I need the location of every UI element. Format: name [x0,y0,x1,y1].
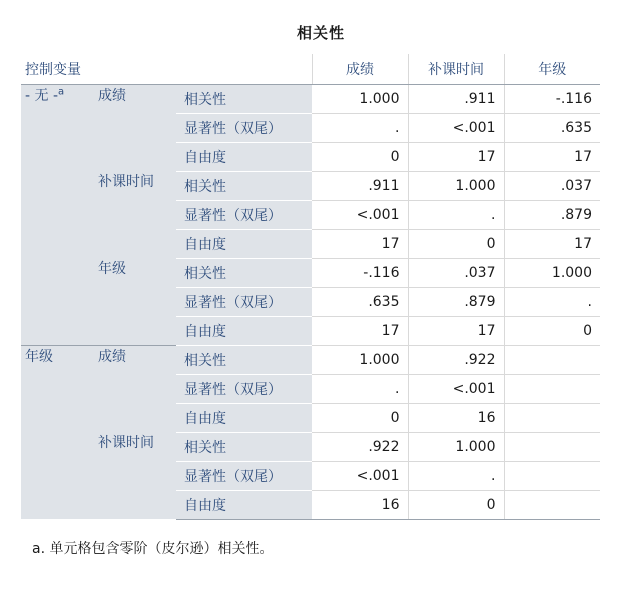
table-title: 相关性 [296,24,345,42]
value-cell: .879 [504,200,600,229]
value-cell: 17 [312,316,408,345]
value-cell: . [312,113,408,142]
statistic-label: 自由度 [176,490,312,519]
statistic-label: 相关性 [176,171,312,200]
control-variable-header: 控制变量 [21,54,312,84]
table-row [21,84,600,113]
value-cell: 17 [312,229,408,258]
control-variable-text: 年级 [25,348,53,365]
value-cell: .922 [408,345,504,374]
footnote-marker: a [58,85,65,97]
value-cell: . [504,287,600,316]
value-cell: 1.000 [312,345,408,374]
value-cell: .635 [504,113,600,142]
value-cell [504,374,600,403]
statistic-label: 相关性 [176,432,312,461]
variable-label: 补课时间 [90,171,176,258]
value-cell: <.001 [312,461,408,490]
value-cell: 16 [312,490,408,519]
value-cell: .635 [312,287,408,316]
variable-label: 补课时间 [90,432,176,519]
column-header: 年级 [504,54,600,84]
value-cell: 1.000 [504,258,600,287]
value-cell: <.001 [408,374,504,403]
column-header: 成绩 [312,54,408,84]
correlation-table [21,54,600,520]
statistic-label: 显著性（双尾） [176,113,312,142]
value-cell: -.116 [312,258,408,287]
value-cell: 16 [408,403,504,432]
value-cell [504,432,600,461]
value-cell: .922 [312,432,408,461]
value-cell: . [312,374,408,403]
value-cell [504,403,600,432]
value-cell: 0 [504,316,600,345]
table-row [21,171,600,200]
statistic-label: 自由度 [176,229,312,258]
value-cell [504,461,600,490]
statistic-label: 自由度 [176,142,312,171]
value-cell: 1.000 [408,432,504,461]
value-cell: 0 [408,490,504,519]
value-cell: 1.000 [312,84,408,113]
control-variable-label [21,84,90,345]
value-cell: 17 [408,142,504,171]
value-cell: -.116 [504,84,600,113]
value-cell [504,490,600,519]
control-variable-text: - 无 - [25,87,59,104]
statistic-label: 相关性 [176,345,312,374]
value-cell: <.001 [312,200,408,229]
value-cell: .911 [312,171,408,200]
table-row [21,345,600,374]
value-cell: 0 [408,229,504,258]
value-cell: .911 [408,84,504,113]
value-cell: . [408,200,504,229]
statistic-label: 自由度 [176,316,312,345]
value-cell: .037 [504,171,600,200]
value-cell: .037 [408,258,504,287]
footnote: a. 单元格包含零阶（皮尔逊）相关性。 [32,541,274,557]
table-row [21,432,600,461]
variable-label: 成绩 [90,84,176,171]
statistic-label: 显著性（双尾） [176,461,312,490]
value-cell: 0 [312,142,408,171]
statistic-label: 显著性（双尾） [176,200,312,229]
value-cell: <.001 [408,113,504,142]
header-row [21,54,600,84]
value-cell: 17 [504,142,600,171]
statistic-label: 显著性（双尾） [176,287,312,316]
table-row [21,258,600,287]
value-cell: . [408,461,504,490]
statistic-label: 相关性 [176,84,312,113]
statistic-label: 自由度 [176,403,312,432]
statistic-label: 相关性 [176,258,312,287]
variable-label: 成绩 [90,345,176,432]
column-header: 补课时间 [408,54,504,84]
value-cell: .879 [408,287,504,316]
statistic-label: 显著性（双尾） [176,374,312,403]
variable-label: 年级 [90,258,176,345]
value-cell: 1.000 [408,171,504,200]
value-cell: 0 [312,403,408,432]
control-variable-label [21,345,90,519]
value-cell [504,345,600,374]
value-cell: 17 [408,316,504,345]
value-cell: 17 [504,229,600,258]
